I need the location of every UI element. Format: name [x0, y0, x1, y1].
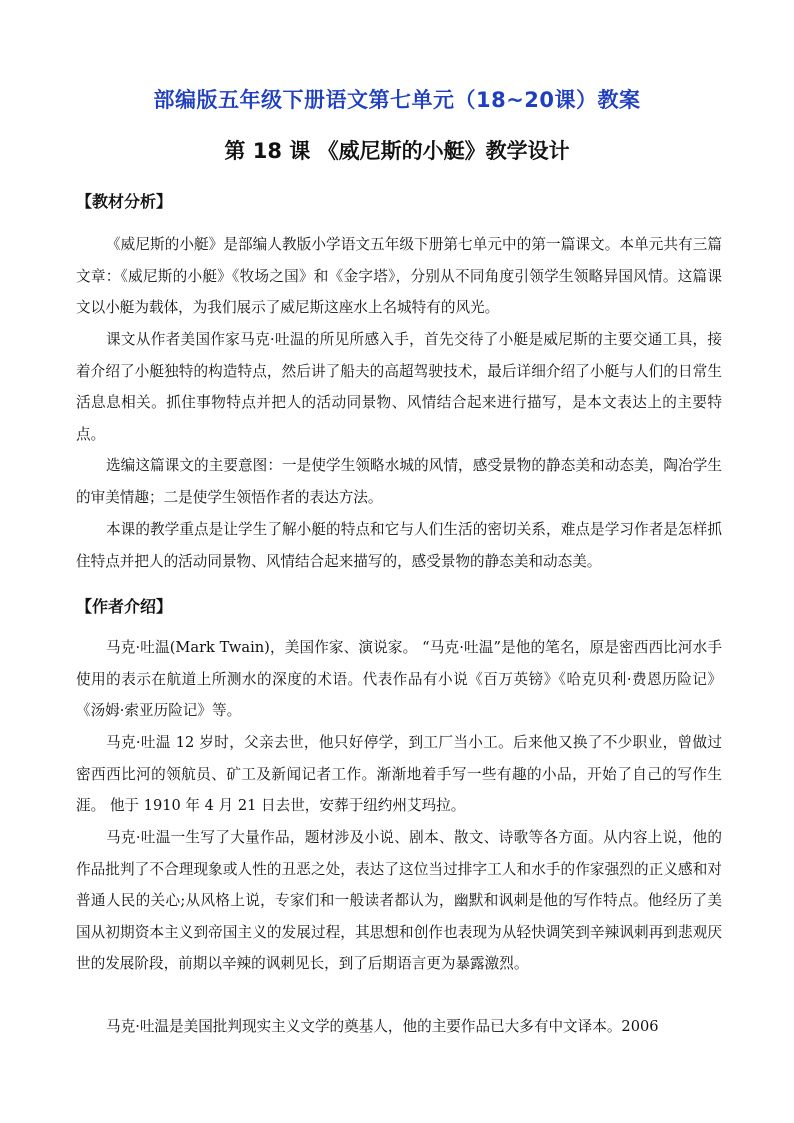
- paragraph: 选编这篇课文的主要意图：一是使学生领略水城的风情，感受景物的静态美和动态美，陶冶学生的审美情趣；二是使学生领悟作者的表达方法。: [76, 457, 722, 506]
- section-heading-textbook-analysis: 【教材分析】: [76, 192, 173, 211]
- paragraph: 课文从作者美国作家马克·吐温的所见所感入手，首先交待了小艇是威尼斯的主要交通工具，接着介绍了小艇独特的构造特点，然后讲了船夫的高超驾驶技术，最后详细介绍了小艇与人们的日常生活息息相关。抓住事物特点并把人的活动同景物、风情结合起来进行描写，是本文表达上的主要特点。: [76, 331, 722, 443]
- document-main-title: 部编版五年级下册语文第七单元（18~20课）教案: [153, 88, 641, 112]
- paragraph: 《威尼斯的小艇》是部编人教版小学语文五年级下册第七单元中的第一篇课文。本单元共有三篇文章：《威尼斯的小艇》《牧场之国》和《金字塔》，分别从不同角度引领学生领略异国风情。这篇课文以小艇为载体，为我们展示了威尼斯这座水上名城特有的风光。: [76, 236, 722, 317]
- paragraph: 马克·吐温是美国批判现实主义文学的奠基人，他的主要作品已大多有中文译本。2006: [106, 1018, 659, 1035]
- lesson-title: 第 18 课 《威尼斯的小艇》教学设计: [224, 139, 570, 163]
- paragraph: 马克·吐温 12 岁时，父亲去世，他只好停学，到工厂当小工。后来他又换了不少职业，曾做过密西西比河的领航员、矿工及新闻记者工作。渐渐地着手写一些有趣的小品，开始了自己的写作生涯。 他于 1910 年 4 月 21 日去世，安葬于纽约州艾玛拉。: [76, 734, 722, 815]
- paragraph: 马克·吐温一生写了大量作品，题材涉及小说、剧本、散文、诗歌等各方面。从内容上说，他的作品批判了不合理现象或人性的丑恶之处，表达了这位当过排字工人和水手的作家强烈的正义感和对普通人民的关心;从风格上说，专家们和一般读者都认为，幽默和讽刺是他的写作特点。他经历了美国从初期资本主义到帝国主义的发展过程，其思想和创作也表现为从轻快调笑到辛辣讽刺再到悲观厌世的发展阶段，前期以辛辣的讽刺见长，到了后期语言更为暴露激烈。: [76, 829, 722, 973]
- paragraph: 马克·吐温(Mark Twain)，美国作家、演说家。 “马克·吐温”是他的笔名，原是密西西比河水手使用的表示在航道上所测水的深度的术语。代表作品有小说《百万英镑》《哈克贝利·费恩历险记》《汤姆·索亚历险记》等。: [76, 639, 722, 720]
- section-heading-author-intro: 【作者介绍】: [76, 597, 173, 616]
- paragraph: 本课的教学重点是让学生了解小艇的特点和它与人们生活的密切关系，难点是学习作者是怎样抓住特点并把人的活动同景物、风情结合起来描写的，感受景物的静态美和动态美。: [76, 521, 722, 570]
